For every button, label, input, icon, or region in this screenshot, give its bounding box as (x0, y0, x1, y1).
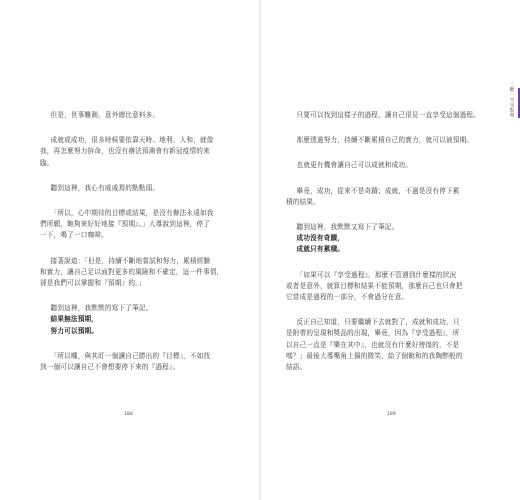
text-line: 畢竟，成功，從來不是奇蹟；成就，不過是沒有停下累 (296, 186, 460, 195)
text-line: 積的結果。 (286, 197, 320, 206)
text-line: 接著說道：「但是，持續不斷地嘗試和努力，累積經驗 (50, 256, 211, 265)
text-line: 和實力，讓自己足以面對更多的風險和不確定，這一件事情， (40, 267, 224, 276)
text-line: 臨。 (40, 158, 54, 167)
paragraph (40, 208, 232, 242)
text-line: 但是，世事難測，意外總比意料多。 (50, 111, 160, 119)
paragraph (286, 317, 486, 373)
text-line: 也就更有機會讓自己可以成就和成功。 (296, 161, 413, 170)
right-page (260, 0, 520, 500)
text-line: 反正自己知道，只要繼續下去就對了，成就和成功，只 (296, 318, 460, 327)
paragraph (286, 135, 486, 146)
text-line: 一下，喝了一口咖啡。 (40, 231, 108, 240)
text-line: 聽到這裡，我默默的寫下了筆記。 (50, 304, 153, 313)
left-page-number: 188 (124, 412, 133, 417)
text-line: 那麼透過努力，持續不斷累積自己的實力，就可以被預期。 (296, 136, 474, 145)
text-line: 它當成是過程的一部分，不會過分在意。 (286, 293, 409, 302)
text-line: 卻是我們可以掌握和『預期』的。」 (40, 279, 146, 288)
paragraph (286, 270, 486, 304)
text-line: 是附帶的呈現和獎品的出現，畢竟，因為『享受過程』，所 (286, 329, 460, 338)
paragraph (40, 351, 232, 373)
text-line: 聽到這裡，我心有戚戚焉的點點頭。 (50, 183, 160, 192)
right-page-text (286, 110, 486, 387)
text-line: 「如果可以『享受過程』，那麼不管遇到什麼樣的狀況 (296, 270, 457, 279)
text-line: 以自己一直是『樂在其中』，也就沒有什麼好徬徨的，不是 (286, 340, 460, 349)
chapter-tab-label: 三觀｜享受點開 (509, 82, 514, 118)
text-line: 結語。 (286, 363, 307, 372)
left-page-text (40, 110, 232, 387)
text-line: 們所願，飽夠來好好地接『預期』。」大導說到這裡，停了 (40, 220, 211, 229)
paragraph (40, 183, 232, 194)
text-line: 「所以囉，與其盯一個讓自己勝出的『目標』，不如找 (50, 351, 211, 360)
text-line: 「所以，心中期待的目標或結果，是沒有辦法永遠如我 (50, 209, 214, 218)
emphasis-line: 成功沒有奇蹟， (296, 234, 345, 243)
paragraph (286, 160, 486, 171)
text-line: 聽到這裡，我默默又寫下了筆記。 (296, 223, 399, 232)
text-line: 成就或成功，很多時候要依靠天時、地利、人和，就像 (50, 136, 214, 145)
text-line: 到一個可以讓自己不會想要停下來的『過程』。 (40, 363, 180, 372)
text-line: 嗎？」最後大導嘴角上揚的微笑，給了個飽和的我陶醉般的 (286, 351, 463, 360)
paragraph (40, 303, 232, 337)
text-line: 我，再怎麼努力拚命，也沒有辦法預測會有新冠疫情的來 (40, 147, 210, 156)
paragraph (286, 186, 486, 208)
emphasis-line: 努力可以預期。 (50, 326, 99, 335)
text-line: 只要可以找到這樣子的過程，讓自己很見一直享受這個過程。 (296, 111, 480, 119)
paragraph (40, 256, 232, 290)
paragraph (40, 135, 232, 169)
chapter-side-tab (506, 82, 516, 122)
emphasis-line: 成就只有累積。 (296, 245, 345, 254)
right-page-number: 189 (387, 412, 396, 417)
paragraph (286, 110, 486, 121)
text-line: 或者是意外，就算目標和結果不能預期，那麼自己也只會把 (286, 281, 463, 290)
emphasis-line: 結果無法預期， (50, 315, 99, 324)
paragraph (286, 222, 486, 256)
paragraph (40, 110, 232, 121)
